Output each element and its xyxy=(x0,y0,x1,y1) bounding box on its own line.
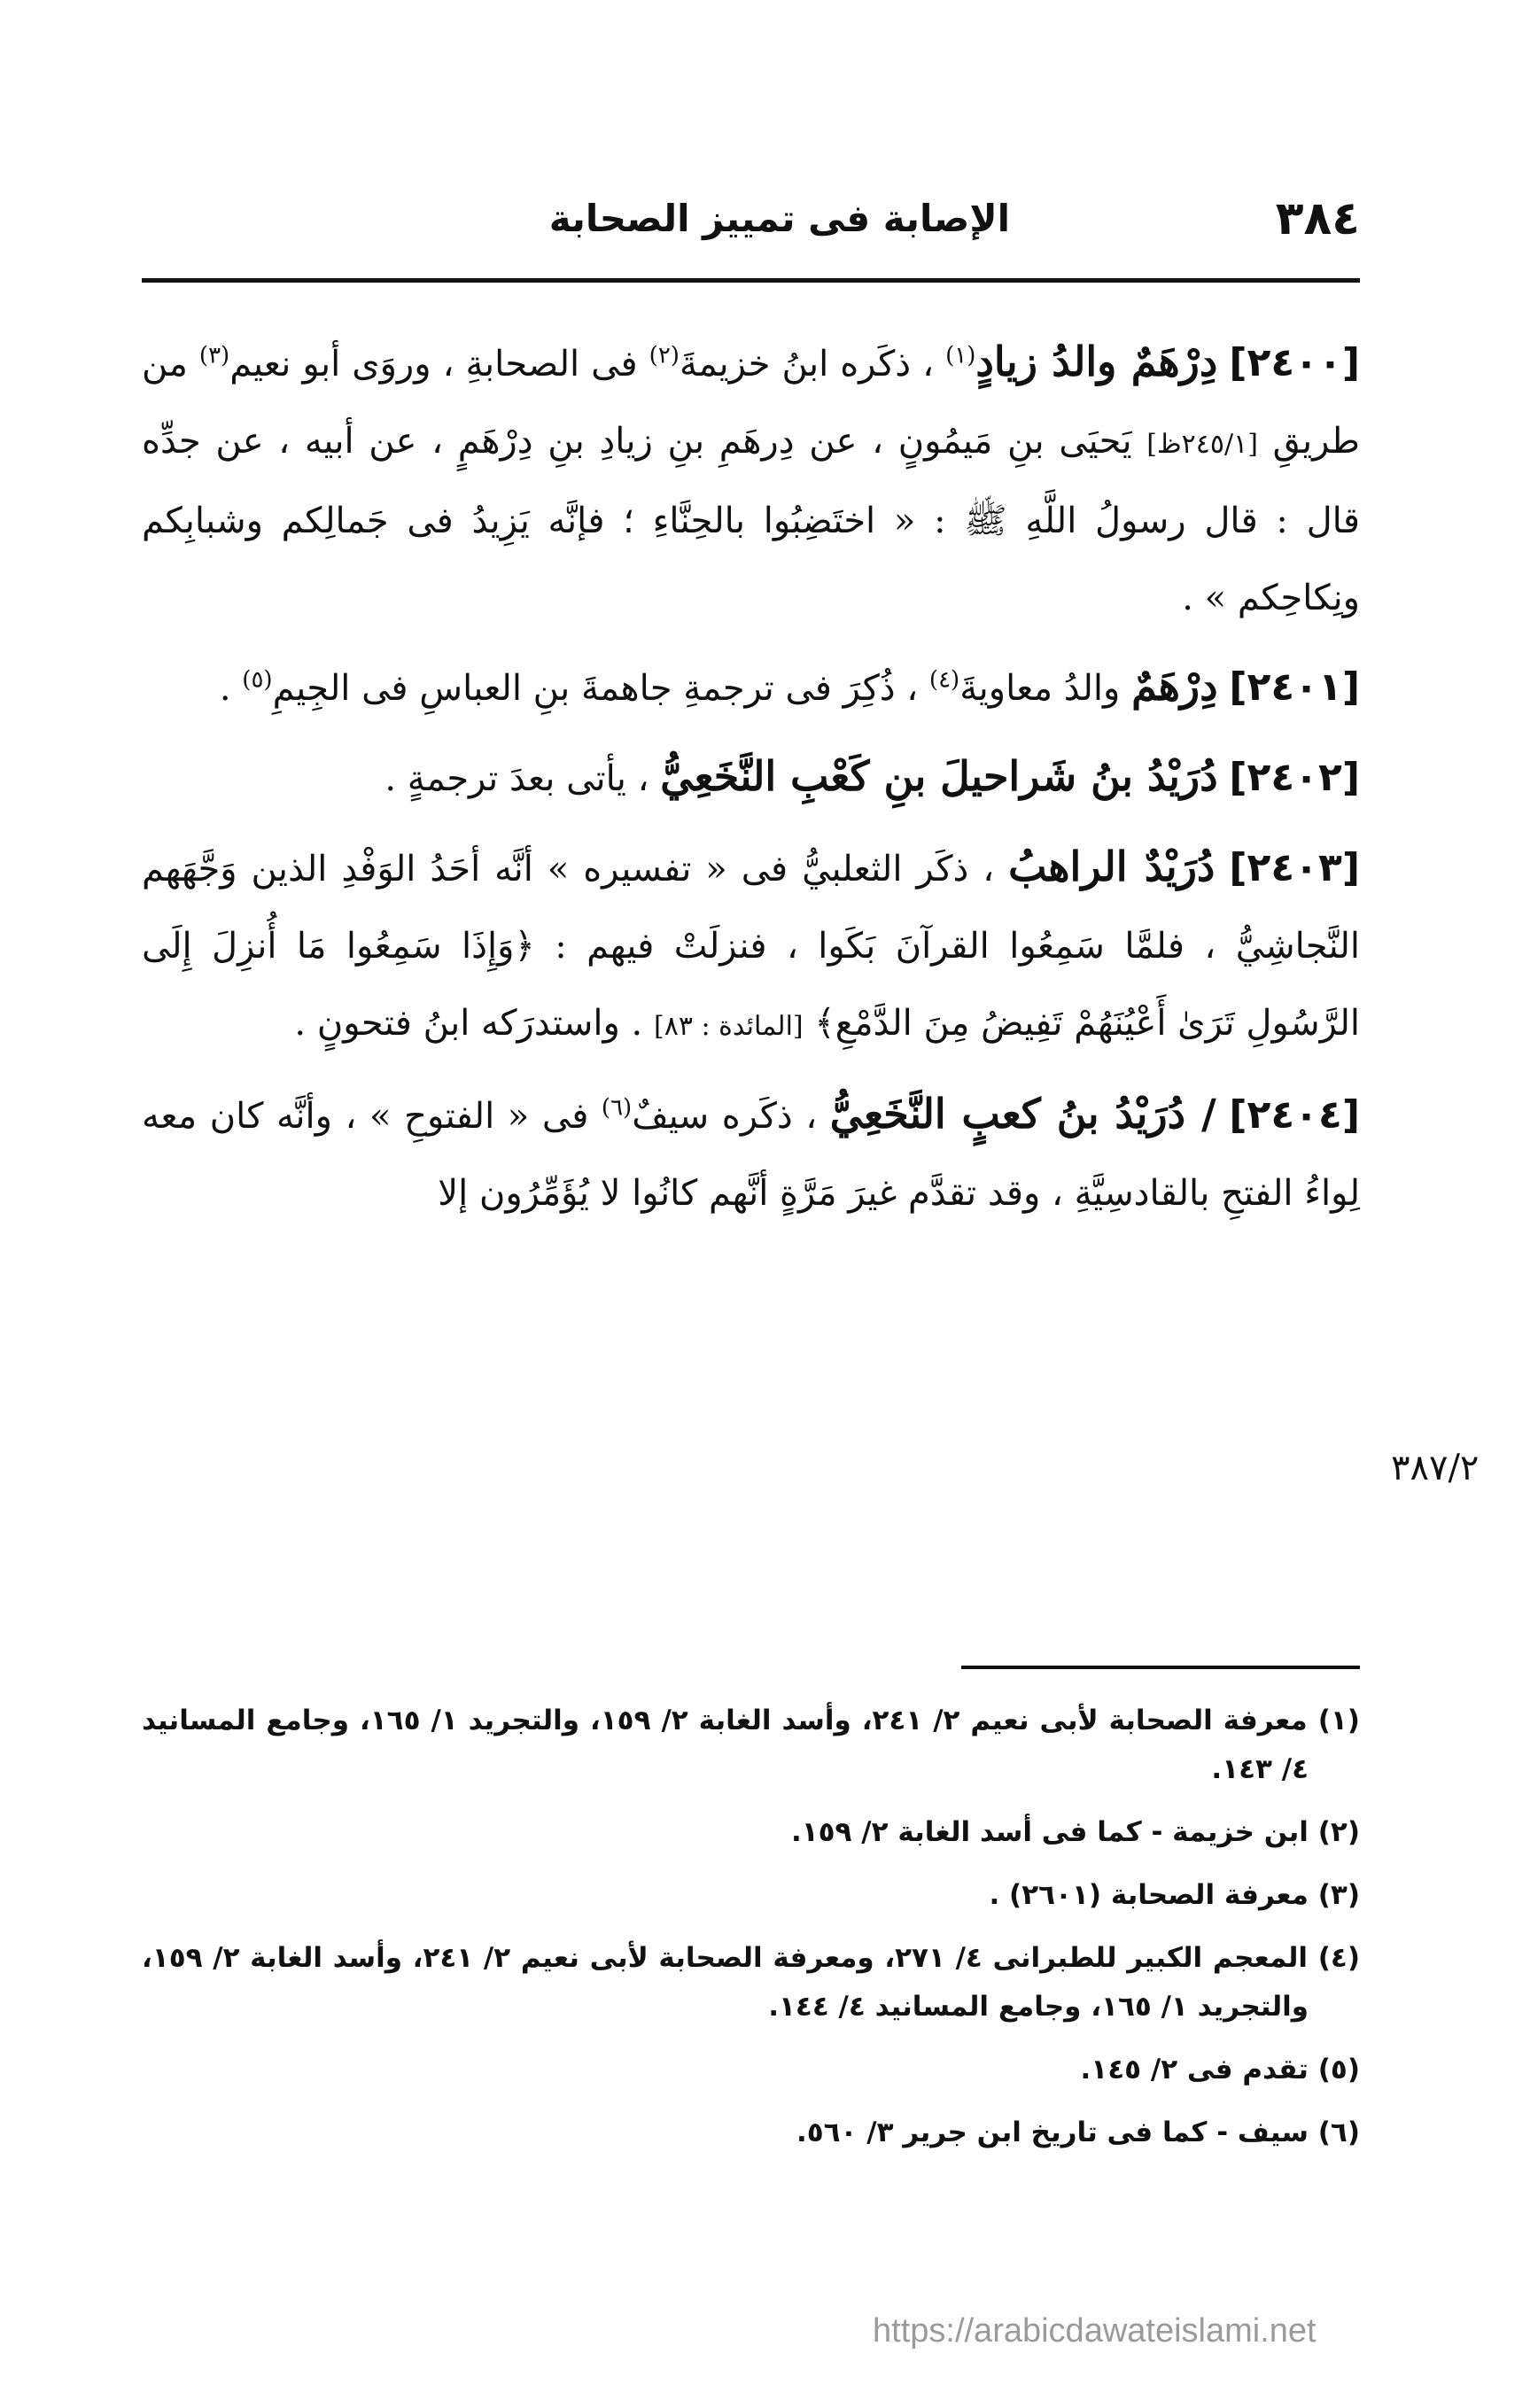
entry-2403 xyxy=(142,828,1360,1065)
entry-name: دُرَيْدٌ الراهبُ xyxy=(1008,843,1216,890)
footnote-rule xyxy=(961,1666,1360,1669)
page-header xyxy=(142,188,1360,250)
entry-name: دِرْهَمٌ والدُ زيادٍ xyxy=(975,338,1218,385)
entry-paragraph xyxy=(142,323,1360,637)
entry-text: ، ذكَره سيفٌ xyxy=(632,1096,818,1137)
watermark-url: https://arabicdawateislami.net xyxy=(873,2312,1317,2350)
entry-text: . واستدرَكه ابنُ فتحونٍ . xyxy=(294,1003,654,1044)
footnote: (٥) تقدم فى ٢/ ١٤٥. xyxy=(1080,2054,1360,2086)
footnote: (٣) معرفة الصحابة (٢٦٠١) . xyxy=(989,1879,1360,1911)
footnote-ref: (٥) xyxy=(242,666,273,694)
footnote: (١) معرفة الصحابة لأبى نعيم ٢/ ٢٤١، وأسد الغابة ٢/ ١٥٩، والتجريد ١/ ١٦٥، وجامع المسانيد ٤/ ١٤٣. xyxy=(142,1705,1360,1785)
footnotes xyxy=(142,1697,1360,2171)
entry-number: [٢٤٠٢] xyxy=(1229,755,1360,800)
footnote-ref: (٤) xyxy=(928,666,960,694)
entry-paragraph xyxy=(142,828,1360,1065)
entry-text: ، يأتى بعدَ ترجمةٍ . xyxy=(384,758,649,799)
footnote-ref: (٢) xyxy=(649,342,680,369)
entry-2402 xyxy=(142,738,1360,818)
margin-reference: ٣٨٧/٢ xyxy=(1391,1448,1480,1488)
page-number: ٣٨٤ xyxy=(1275,192,1360,245)
footnote-ref: (٦) xyxy=(601,1094,633,1122)
entry-2400 xyxy=(142,323,1360,637)
entry-paragraph xyxy=(142,1076,1360,1232)
header-rule xyxy=(142,278,1360,283)
footnote-ref: (٣) xyxy=(198,342,230,369)
entry-name: / دُرَيْدُ بنُ كعبٍ النَّخَعِيُّ xyxy=(829,1090,1216,1138)
entry-number: [٢٤٠٣] xyxy=(1229,845,1360,890)
footnote: (٢) ابن خزيمة - كما فى أسد الغابة ٢/ ١٥٩. xyxy=(790,1816,1360,1848)
entry-name: دُرَيْدُ بنُ شَراحيلَ بنِ كَعْبِ النَّخَعِيُّ xyxy=(660,752,1218,800)
running-title: الإصابة فى تمييز الصحابة xyxy=(548,197,1010,240)
entry-text: فى « الفتوحِ » ، وأنَّه كان معه لِواءُ الفتحِ بالقادسِيَّةِ ، وقد تقدَّم غيرَ مَرَّةٍ أنَّهم كانُوا لا يُؤَمِّرُون إلا xyxy=(142,1096,1360,1214)
entry-number: [٢٤٠١] xyxy=(1229,664,1360,710)
quran-ref: [المائدة : ٨٣] xyxy=(654,1011,804,1042)
entry-paragraph xyxy=(142,738,1360,818)
footnote: (٦) سيف - كما فى تاريخ ابن جرير ٣/ ٥٦٠. xyxy=(796,2117,1360,2148)
entry-paragraph xyxy=(142,648,1360,727)
footnote: (٤) المعجم الكبير للطبرانى ٤/ ٢٧١، ومعرفة الصحابة لأبى نعيم ٢/ ٢٤١، وأسد الغابة ٢/ ١٥٩، والتجريد ١/ ١٦٥، وجامع المسانيد ٤/ ١٤٤. xyxy=(142,1942,1360,2023)
entry-name: دِرْهَمٌ xyxy=(1131,662,1218,710)
entry-text: ، ذكَره ابنُ خزيمةَ xyxy=(679,344,935,385)
entry-2404 xyxy=(142,1076,1360,1232)
entry-text: ، ذُكِرَ فى ترجمةِ جاهمةَ بنِ العباسِ فى الجِيمِ xyxy=(272,668,919,709)
entry-number: [٢٤٠٤] xyxy=(1229,1092,1360,1138)
entry-text: فى الصحابةِ ، وروَى أبو نعيم xyxy=(229,344,649,385)
entry-name-rest: والدُ معاويةَ xyxy=(959,668,1132,709)
entry-text: ، ذكَر الثعلبيُّ فى « تفسيره » أنَّه أحَدُ الوَفْدِ الذين وَجَّهَهم النَّجاشِيُّ ، فلمَّا سَمِعُوا القرآنَ بَكَوا ، فنزلَتْ فيهم : ﴿وَإِذَا سَمِعُوا مَا أُنزِلَ إِلَى الرَّسُولِ تَرَىٰ أَعْيُنَهُمْ تَفِيضُ مِنَ الدَّمْعِ﴾ xyxy=(142,849,1360,1044)
main-text xyxy=(142,323,1360,1243)
entry-2401 xyxy=(142,648,1360,727)
entry-text: . xyxy=(219,668,243,709)
entry-number: [٢٤٠٠] xyxy=(1229,340,1360,385)
manuscript-ref: [٢٤٥/١ظ] xyxy=(1146,429,1258,460)
footnote-ref: (١) xyxy=(945,342,976,369)
entry-text: من طريقِ xyxy=(142,344,1360,462)
entry-text: يَحيَى بنِ مَيمُونٍ ، عن دِرهَمِ بنِ زيادِ بنِ دِرْهَمٍ ، عن أبيه ، عن جدِّه قال : قال رسولُ اللَّهِ ﷺ : « اختَضِبُوا بالحِنَّاءِ ؛ فإنَّه يَزِيدُ فى جَمالِكم وشبابِكم ونِكاحِكم » . xyxy=(142,421,1360,618)
